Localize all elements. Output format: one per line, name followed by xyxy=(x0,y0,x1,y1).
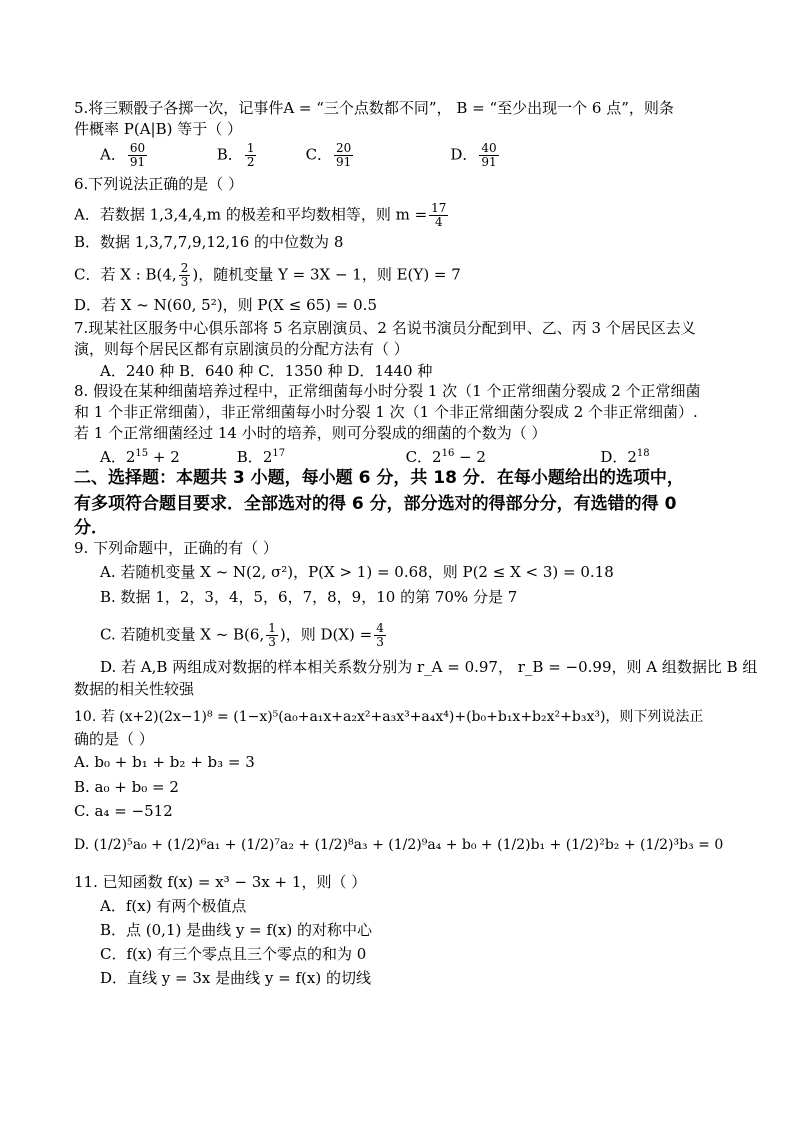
q11-option-c: C．f(x) 有三个零点且三个零点的和为 0 xyxy=(100,945,367,963)
q6-option-a: A．若数据 1,3,4,4,m 的极差和平均数相等，则 m = $\frac{17}{4}$ xyxy=(74,201,447,229)
q5-stem-line2: 件概率 P(A|B) 等于（ ） xyxy=(74,120,243,138)
q10-option-c: C. a₄ = −512 xyxy=(74,802,173,820)
q6-option-c: C．若 X : B(4, $\frac{2}{3}$ )，随机变量 Y = 3X − 1，则 E(Y) = 7 xyxy=(74,261,461,289)
section2-heading-line2: 有多项符合题目要求．全部选对的得 6 分，部分选对的得部分分，有选错的得 0 xyxy=(74,494,677,514)
section2-heading-line1: 二、选择题：本题共 3 小题，每小题 6 分，共 18 分．在每小题给出的选项中， xyxy=(74,468,684,488)
section2-heading-line3: 分． xyxy=(74,518,108,538)
q11-stem: 11. 已知函数 f(x) = x³ − 3x + 1，则（ ） xyxy=(74,873,367,891)
q8-stem-line2: 和 1 个非正常细菌），非正常细菌每小时分裂 1 次（1 个非正常细菌分裂成 2 个非正常细菌）. xyxy=(74,403,698,421)
q8-options xyxy=(100,444,650,467)
q9-option-b: B. 数据 1，2，3，4，5，6，7，8，9，10 的第 70% 分是 7 xyxy=(100,588,518,606)
q10-stem-line2: 确的是（ ） xyxy=(74,730,154,748)
q5-option-d: D． $\frac{40}{91}$ xyxy=(450,141,497,169)
q8-option-c: C．$2^{16} - 2$ xyxy=(405,448,486,466)
q9-option-d-line1: D. 若 A,B 两组成对数据的样本相关系数分别为 r_A = 0.97， r_B = −0.99，则 A 组数据比 B 组 xyxy=(100,658,758,676)
q5-option-b: B． $\frac{1}{2}$ xyxy=(216,141,255,169)
q8-option-d: D．$2^{18}$ xyxy=(600,448,650,466)
q7-options: A．240 种 B．640 种 C．1350 种 D．1440 种 xyxy=(100,362,433,380)
q11-option-a: A．f(x) 有两个极值点 xyxy=(100,897,247,915)
q6-option-b: B．数据 1,3,7,7,9,12,16 的中位数为 8 xyxy=(74,233,344,251)
q5-option-c: C． $\frac{20}{91}$ xyxy=(305,141,352,169)
q11-option-b: B．点 (0,1) 是曲线 y = f(x) 的对称中心 xyxy=(100,921,372,939)
q8-option-a: A．$2^{15} + 2$ xyxy=(100,448,180,466)
q11-option-d: D．直线 y = 3x 是曲线 y = f(x) 的切线 xyxy=(100,969,371,987)
q6-option-d: D．若 X ~ N(60, 5²)，则 P(X ≤ 65) = 0.5 xyxy=(74,296,377,314)
q5-stem-line1: 5.将三颗骰子各掷一次，记事件A = “三个点数都不同”， B = “至少出现一个 6 点”，则条 xyxy=(74,99,674,117)
q10-option-d: D. (1/2)⁵a₀ + (1/2)⁶a₁ + (1/2)⁷a₂ + (1/2)⁸a₃ + (1/2)⁹a₄ + b₀ + (1/2)b₁ + (1/2)²b₂ + (1/2)³b₃ = 0 xyxy=(74,837,724,853)
q10-option-b: B. a₀ + b₀ = 2 xyxy=(74,778,179,796)
q9-option-a: A. 若随机变量 X ~ N(2, σ²)，P(X > 1) = 0.68，则 P(2 ≤ X < 3) = 0.18 xyxy=(100,563,614,581)
q9-stem: 9. 下列命题中，正确的有（ ） xyxy=(74,539,278,557)
q8-option-b: B．$2^{17}$ xyxy=(236,448,286,466)
q9-option-c: C. 若随机变量 X ~ B(6, $\frac{1}{3}$ )，则 D(X) = $\frac{4}{3}$ xyxy=(100,621,384,649)
q8-stem-line3: 若 1 个正常细菌经过 14 小时的培养，则可分裂成的细菌的个数为（ ） xyxy=(74,424,547,442)
q10-stem-line1: 10. 若 (x+2)(2x−1)⁸ = (1−x)⁵(a₀+a₁x+a₂x²+a₃x³+a₄x⁴)+(b₀+b₁x+b₂x²+b₃x³)，则下列说法正 xyxy=(74,709,704,725)
q9-option-d-line2: 数据的相关性较强 xyxy=(74,680,195,698)
q5-option-a: A． $\frac{60}{91}$ xyxy=(100,141,146,169)
q8-stem-line1: 8. 假设在某种细菌培养过程中，正常细菌每小时分裂 1 次（1 个正常细菌分裂成 2 个正常细菌 xyxy=(74,382,701,400)
q5-options xyxy=(100,142,501,169)
q7-stem-line1: 7.现某社区服务中心俱乐部将 5 名京剧演员、2 名说书演员分配到甲、乙、丙 3 个居民区去义 xyxy=(74,319,696,337)
q7-stem-line2: 演，则每个居民区都有京剧演员的分配方法有（ ） xyxy=(74,340,409,358)
q6-stem: 6.下列说法正确的是（ ） xyxy=(74,175,244,193)
q10-option-a: A. b₀ + b₁ + b₂ + b₃ = 3 xyxy=(74,753,255,771)
